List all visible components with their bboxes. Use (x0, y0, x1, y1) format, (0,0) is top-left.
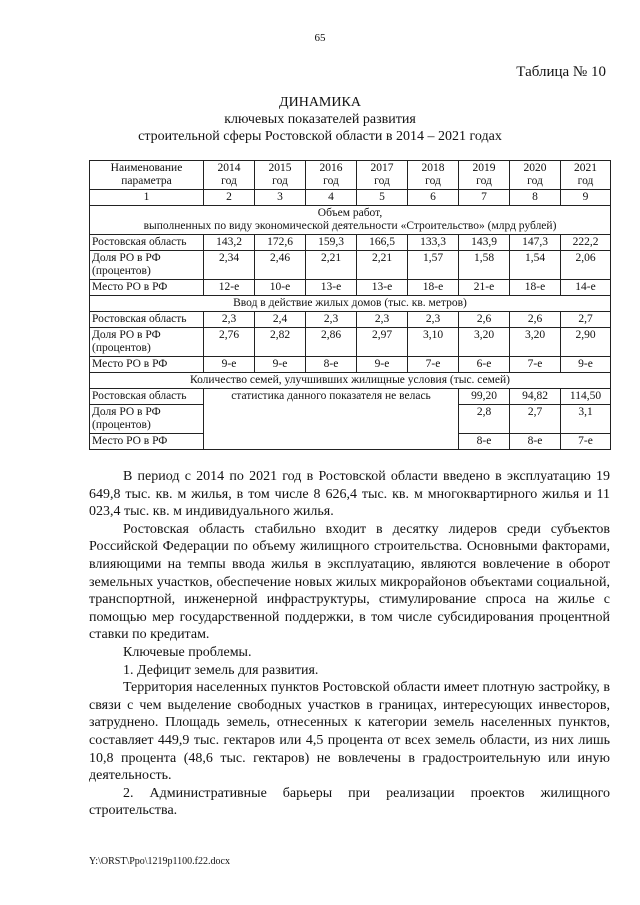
year-suffix: год (272, 175, 288, 187)
value-cell: 94,82 (510, 389, 561, 405)
paragraph: Ростовская область стабильно входит в десятку лидеров среди субъектов Российской Федерации по объему жилищного строительства. Основными факторами, влияющими на темпы ввода жилья в эксплуатацию, являются вовлечение в оборот земельных участков, обеспечение новых жилых микрорайонов объектами социальной, транспортной, инженерной инфраструктуры, стимулирование спроса на жилье с помощью мер государственной поддержки, в том числе субсидирования процентной ставки по кредитам. (89, 521, 610, 643)
value-cell: 1,57 (408, 251, 459, 280)
section-title-line-1: Объем работ, (317, 207, 383, 219)
value-cell: 7-е (408, 357, 459, 373)
value-cell: 159,3 (306, 235, 357, 251)
year-suffix: год (221, 175, 237, 187)
section-title: Ввод в действие жилых домов (тыс. кв. метров) (90, 296, 611, 312)
value-cell: 18-е (510, 280, 561, 296)
header-year-cell (459, 161, 510, 190)
year-label: 2016 (319, 162, 343, 174)
value-cell: 2,3 (357, 312, 408, 328)
column-number: 7 (459, 190, 510, 206)
row-label: Ростовская область (90, 312, 204, 328)
row-label: Доля РО в РФ (процентов) (90, 405, 204, 434)
value-cell: 2,7 (510, 405, 561, 434)
row-label: Ростовская область (90, 389, 204, 405)
value-cell: 2,90 (561, 328, 611, 357)
value-cell: 143,9 (459, 235, 510, 251)
value-cell: 8-е (306, 357, 357, 373)
value-cell: 2,86 (306, 328, 357, 357)
year-suffix: год (527, 175, 543, 187)
section-title (90, 206, 611, 235)
page-number: 65 (314, 32, 326, 44)
value-cell: 166,5 (357, 235, 408, 251)
value-cell: 133,3 (408, 235, 459, 251)
column-number: 3 (255, 190, 306, 206)
value-cell: 3,10 (408, 328, 459, 357)
column-number: 6 (408, 190, 459, 206)
year-suffix: год (374, 175, 390, 187)
value-cell: 10-е (255, 280, 306, 296)
table-row (90, 235, 611, 251)
row-label: Ростовская область (90, 235, 204, 251)
no-statistics-note: статистика данного показателя не велась (204, 389, 459, 450)
value-cell: 2,34 (204, 251, 255, 280)
header-year-cell (255, 161, 306, 190)
table-row (90, 280, 611, 296)
value-cell: 12-е (204, 280, 255, 296)
table-label: Таблица № 10 (516, 64, 606, 80)
value-cell: 2,3 (306, 312, 357, 328)
value-cell: 3,20 (459, 328, 510, 357)
value-cell: 9-е (255, 357, 306, 373)
value-cell: 14-е (561, 280, 611, 296)
title-line-3: строительной сферы Ростовской области в 2014 – 2021 годах (138, 129, 502, 144)
header-year-cell (204, 161, 255, 190)
body-text (89, 468, 610, 820)
value-cell: 13-е (306, 280, 357, 296)
column-number: 2 (204, 190, 255, 206)
table-header-row (90, 161, 611, 190)
section-title: Количество семей, улучшивших жилищные условия (тыс. семей) (90, 373, 611, 389)
year-suffix: год (323, 175, 339, 187)
value-cell: 222,2 (561, 235, 611, 251)
paragraph: 1. Дефицит земель для развития. (123, 662, 319, 678)
row-label: Доля РО в РФ (процентов) (90, 328, 204, 357)
value-cell: 9-е (561, 357, 611, 373)
value-cell: 9-е (204, 357, 255, 373)
value-cell: 2,82 (255, 328, 306, 357)
header-year-cell (510, 161, 561, 190)
value-cell: 7-е (561, 434, 611, 450)
value-cell: 2,97 (357, 328, 408, 357)
value-cell: 114,50 (561, 389, 611, 405)
section-header-row (90, 206, 611, 235)
value-cell: 2,8 (459, 405, 510, 434)
year-suffix: год (476, 175, 492, 187)
value-cell: 172,6 (255, 235, 306, 251)
value-cell: 2,6 (510, 312, 561, 328)
value-cell: 1,58 (459, 251, 510, 280)
value-cell: 2,3 (204, 312, 255, 328)
header-year-cell (561, 161, 611, 190)
section-header-row (90, 373, 611, 389)
value-cell: 147,3 (510, 235, 561, 251)
value-cell: 3,1 (561, 405, 611, 434)
column-number-row (90, 190, 611, 206)
value-cell: 6-е (459, 357, 510, 373)
row-label: Доля РО в РФ (процентов) (90, 251, 204, 280)
year-label: 2020 (523, 162, 547, 174)
year-suffix: год (425, 175, 441, 187)
indicators-table (89, 160, 611, 450)
table-row (90, 251, 611, 280)
value-cell: 2,46 (255, 251, 306, 280)
header-param-label-1: Наименование (110, 162, 183, 174)
value-cell: 8-е (459, 434, 510, 450)
title-line-1: ДИНАМИКА (279, 95, 361, 110)
header-year-cell (408, 161, 459, 190)
value-cell: 9-е (357, 357, 408, 373)
column-number: 8 (510, 190, 561, 206)
year-label: 2018 (421, 162, 445, 174)
header-year-cell (306, 161, 357, 190)
column-number: 1 (90, 190, 204, 206)
row-label: Место РО в РФ (90, 280, 204, 296)
section-header-row (90, 296, 611, 312)
column-number: 4 (306, 190, 357, 206)
value-cell: 2,6 (459, 312, 510, 328)
paragraph: Территория населенных пунктов Ростовской области имеет плотную застройку, в связи с чем выделение свободных участков в границах, интересующих инвесторов, затруднено. Площадь земель, отнесенных к категории земель населенных пунктов, составляет 449,9 тыс. гектаров или 4,5 процента от всех земель области, из них лишь 10,8 процента (48,6 тыс. гектаров) не вовлечены в градостроительную или иную деятельность. (89, 680, 610, 784)
year-label: 2021 (574, 162, 597, 174)
value-cell: 18-е (408, 280, 459, 296)
value-cell: 2,21 (357, 251, 408, 280)
header-param-label-2: параметра (121, 175, 172, 187)
table-row (90, 312, 611, 328)
value-cell: 143,2 (204, 235, 255, 251)
value-cell: 2,7 (561, 312, 611, 328)
row-label: Место РО в РФ (90, 357, 204, 373)
table-row (90, 357, 611, 373)
column-number: 5 (357, 190, 408, 206)
year-label: 2014 (217, 162, 241, 174)
value-cell: 13-е (357, 280, 408, 296)
document-title (0, 94, 640, 145)
value-cell: 1,54 (510, 251, 561, 280)
value-cell: 2,4 (255, 312, 306, 328)
section-title-line-2: выполненных по виду экономической деятельности «Строительство» (млрд рублей) (143, 220, 557, 232)
row-label: Место РО в РФ (90, 434, 204, 450)
value-cell: 2,76 (204, 328, 255, 357)
value-cell: 2,06 (561, 251, 611, 280)
value-cell: 21-е (459, 280, 510, 296)
title-line-2: ключевых показателей развития (224, 112, 416, 127)
column-number: 9 (561, 190, 611, 206)
file-path-footer: Y:\ORST\Ppo\1219p1100.f22.docx (89, 856, 230, 867)
value-cell: 2,21 (306, 251, 357, 280)
table-row (90, 328, 611, 357)
table-row (90, 389, 611, 405)
paragraph: Ключевые проблемы. (123, 644, 252, 660)
value-cell: 99,20 (459, 389, 510, 405)
value-cell: 7-е (510, 357, 561, 373)
value-cell: 2,3 (408, 312, 459, 328)
year-label: 2017 (370, 162, 394, 174)
value-cell: 8-е (510, 434, 561, 450)
year-label: 2019 (472, 162, 496, 174)
paragraph: В период с 2014 по 2021 год в Ростовской области введено в эксплуатацию 19 649,8 тыс. кв. м жилья, в том числе 8 626,4 тыс. кв. м многоквартирного жилья и 11 023,4 тыс. кв. м индивидуального жилья. (89, 469, 610, 520)
header-year-cell (357, 161, 408, 190)
paragraph: 2. Административные барьеры при реализации проектов жилищного строительства. (89, 785, 610, 819)
year-suffix: год (577, 175, 594, 187)
value-cell: 3,20 (510, 328, 561, 357)
header-param-cell (90, 161, 204, 190)
year-label: 2015 (268, 162, 292, 174)
